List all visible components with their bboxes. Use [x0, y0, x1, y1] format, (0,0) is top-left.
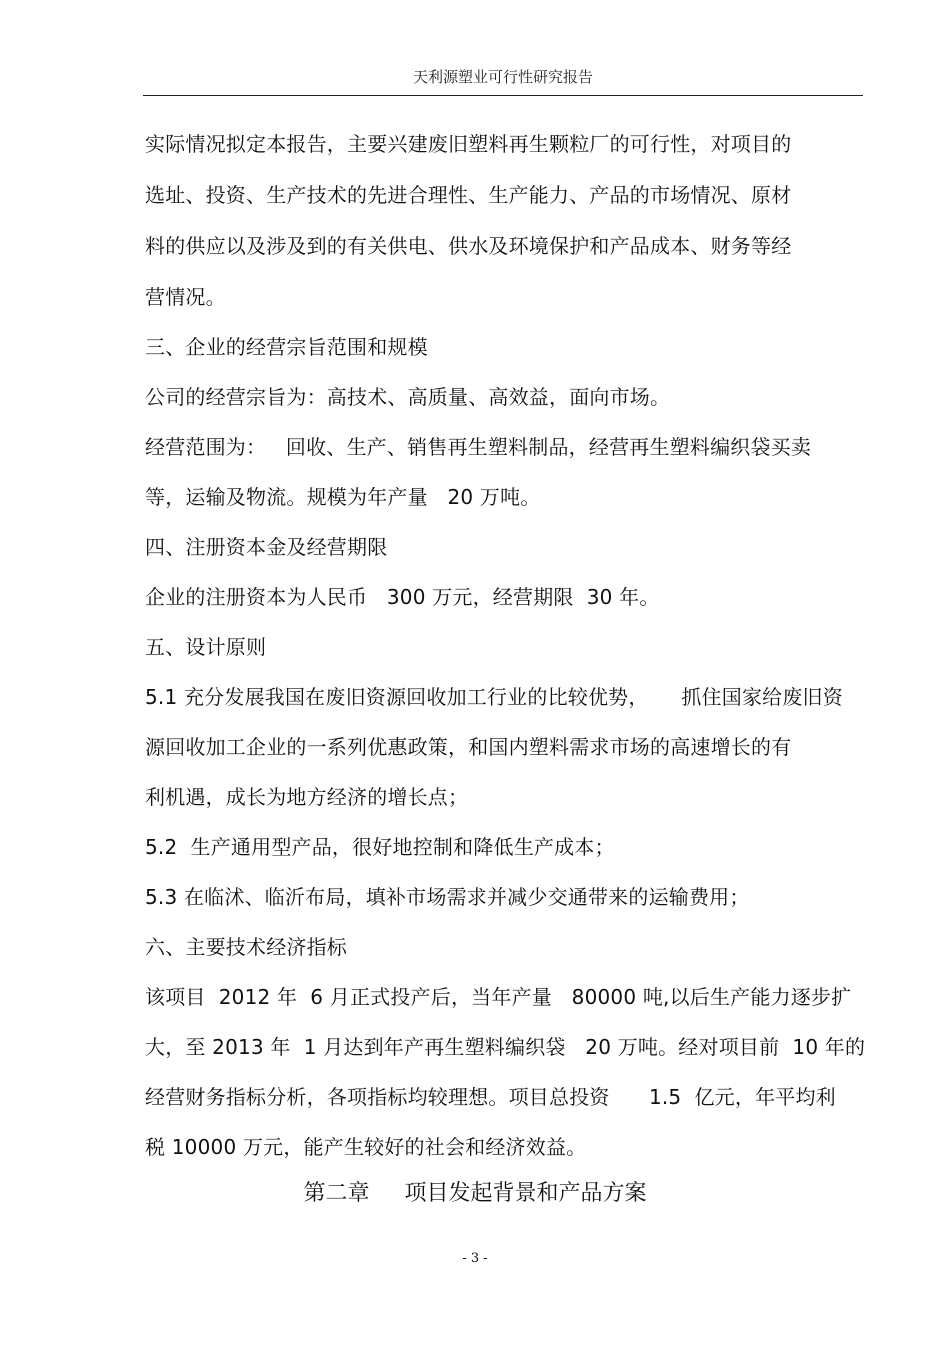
chapter-heading: 第二章 项目发起背景和产品方案: [303, 1181, 647, 1206]
section-heading: 三、企业的经营宗旨范围和规模: [145, 335, 428, 359]
paragraph-line: 大，至 2013 年 1 月达到年产再生塑料编织袋 20 万吨。经对项目前 10 年的: [145, 1035, 866, 1059]
section-heading: 四、注册资本金及经营期限: [145, 535, 388, 559]
section-heading: 五、设计原则: [145, 635, 267, 659]
paragraph-line: 5.2 生产通用型产品，很好地控制和降低生产成本；: [145, 835, 615, 859]
paragraph-line: 企业的注册资本为人民币 300 万元，经营期限 30 年。: [145, 585, 660, 609]
paragraph-line: 料的供应以及涉及到的有关供电、供水及环境保护和产品成本、财务等经: [145, 234, 792, 258]
paragraph-line: 等，运输及物流。规模为年产量 20 万吨。: [145, 485, 541, 509]
paragraph-line: 税 10000 万元，能产生较好的社会和经济效益。: [145, 1135, 587, 1159]
running-header: 天利源塑业可行性研究报告: [412, 68, 593, 86]
paragraph-line: 实际情况拟定本报告，主要兴建废旧塑料再生颗粒厂的可行性，对项目的: [145, 132, 792, 156]
paragraph-line: 该项目 2012 年 6 月正式投产后，当年产量 80000 吨,以后生产能力逐步扩: [145, 985, 852, 1009]
page-number: - 3 -: [462, 1251, 488, 1266]
paragraph-line: 5.3 在临沭、临沂布局，填补市场需求并减少交通带来的运输费用；: [145, 885, 750, 909]
paragraph-line: 营情况。: [145, 285, 226, 309]
paragraph-line: 源回收加工企业的一系列优惠政策，和国内塑料需求市场的高速增长的有: [145, 735, 792, 759]
section-heading: 六、主要技术经济指标: [145, 935, 347, 959]
paragraph-line: 经营财务指标分析，各项指标均较理想。项目总投资 1.5 亿元，年平均利: [145, 1085, 836, 1109]
header-rule: [143, 95, 863, 96]
paragraph-line: 选址、投资、生产技术的先进合理性、生产能力、产品的市场情况、原材: [145, 183, 792, 207]
paragraph-line: 经营范围为： 回收、生产、销售再生塑料制品，经营再生塑料编织袋买卖: [145, 435, 812, 459]
paragraph-line: 5.1 充分发展我国在废旧资源回收加工行业的比较优势， 抓住国家给废旧资: [145, 685, 843, 709]
paragraph-line: 利机遇，成长为地方经济的增长点；: [145, 785, 469, 809]
paragraph-line: 公司的经营宗旨为：高技术、高质量、高效益，面向市场。: [145, 385, 671, 409]
